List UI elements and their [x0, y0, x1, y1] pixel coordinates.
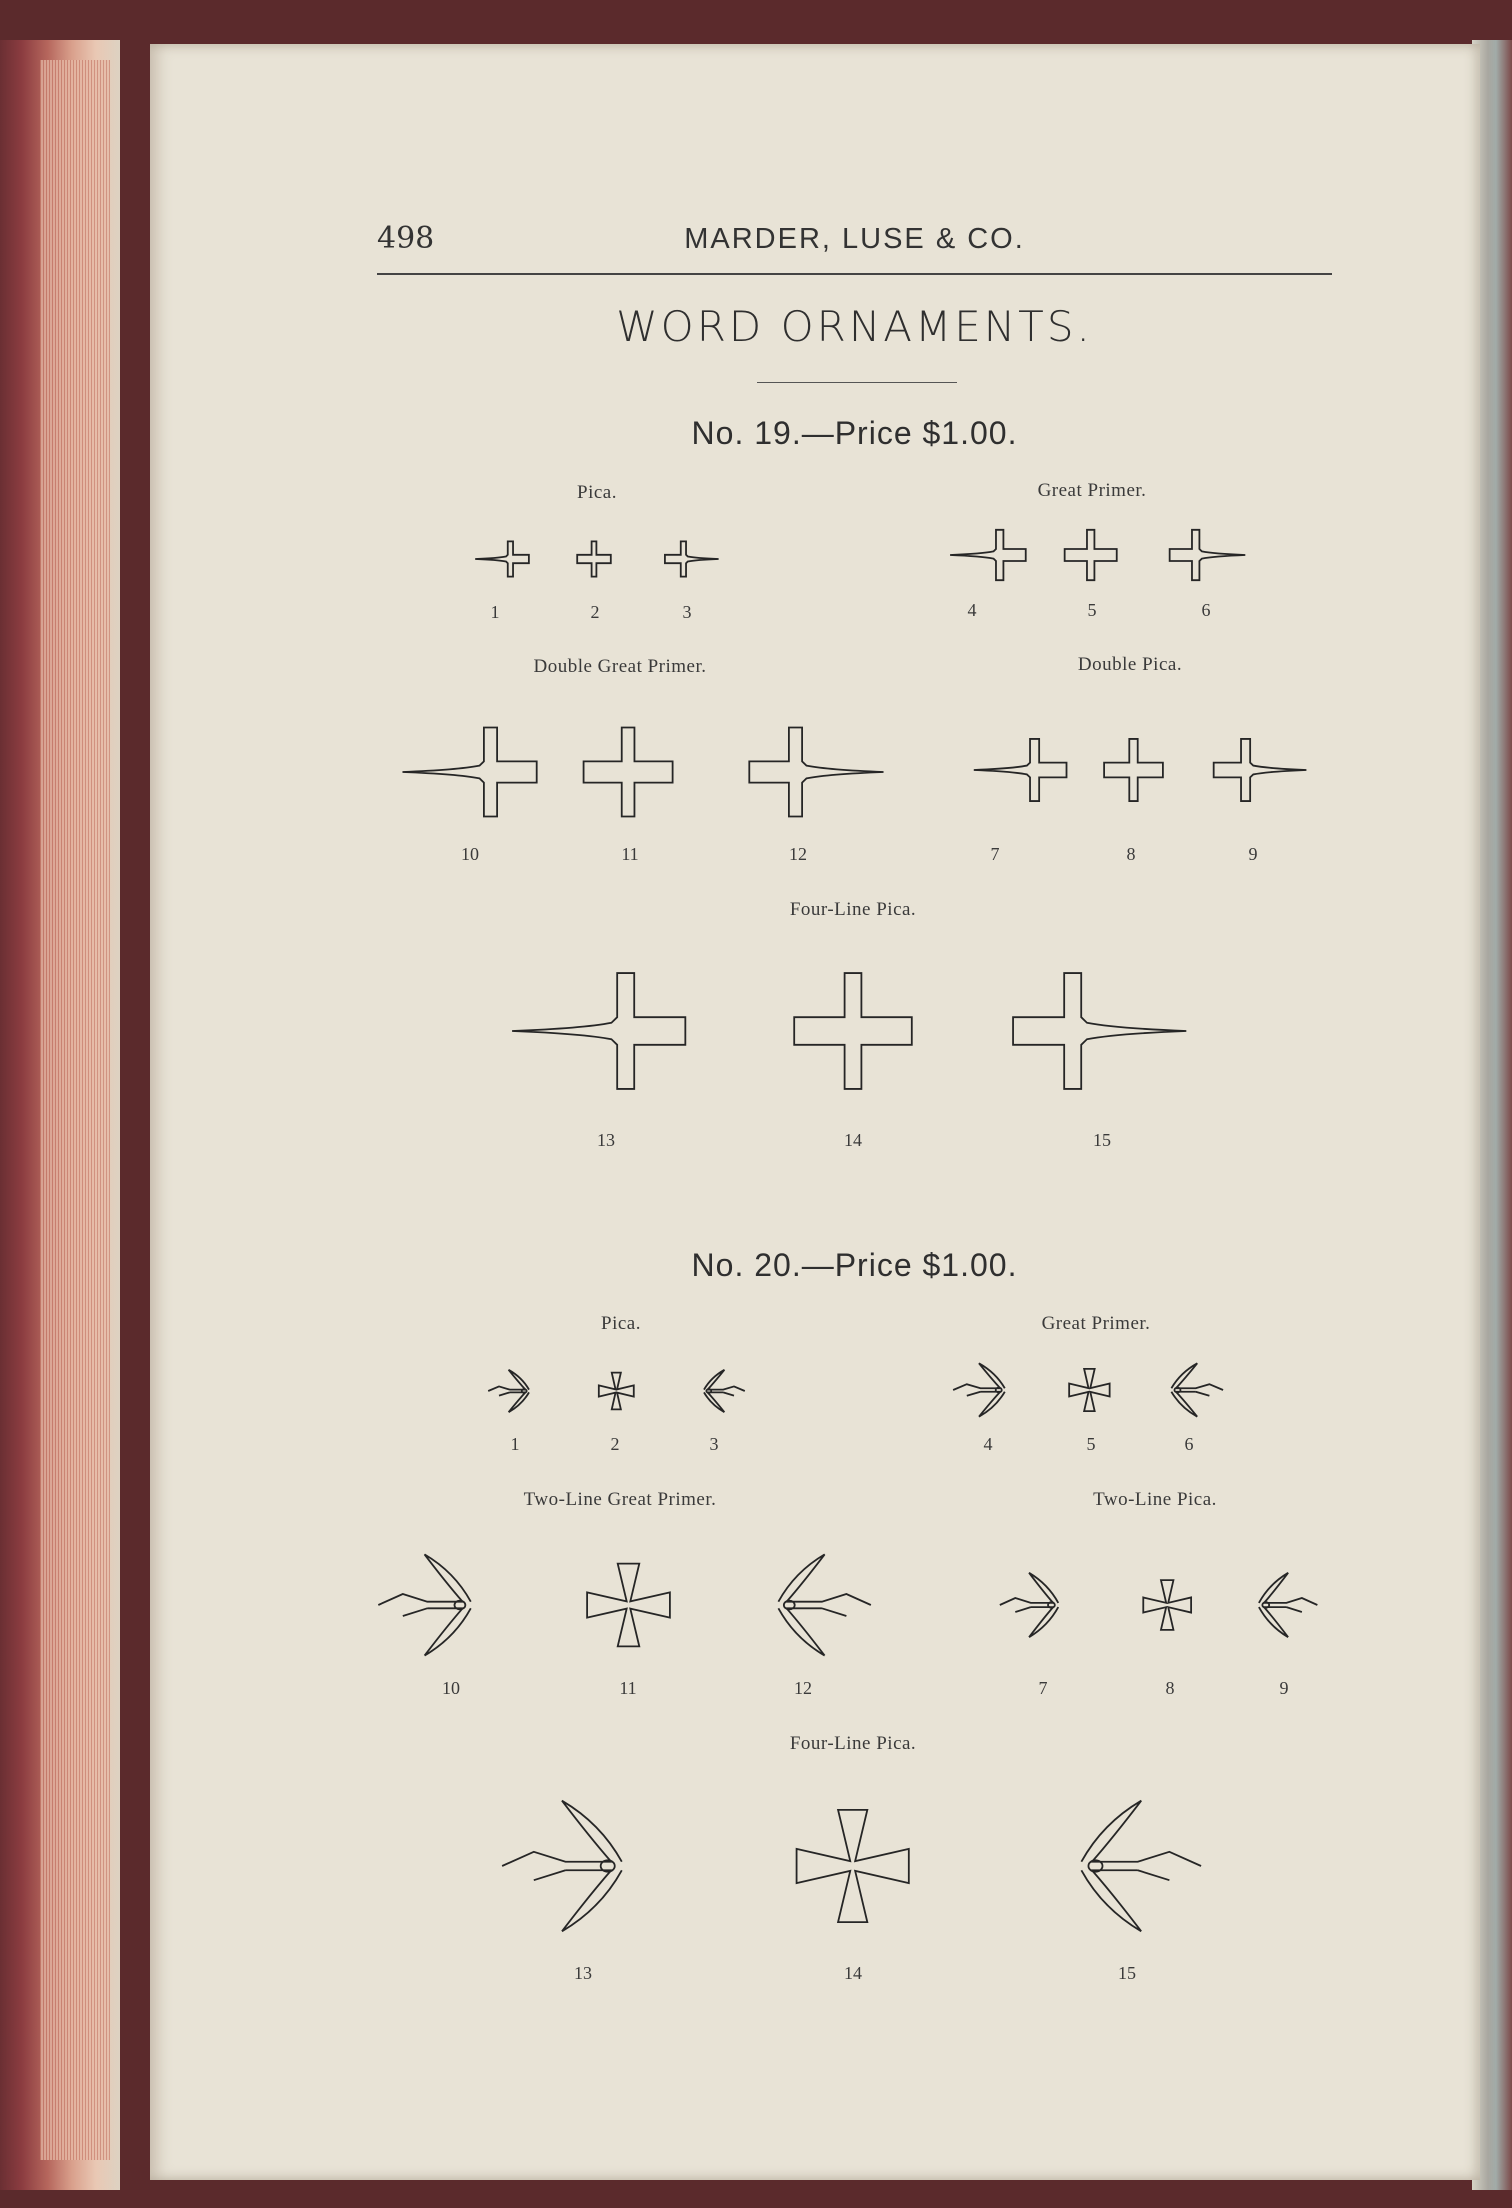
group-label-pica: Pica.: [577, 482, 617, 503]
section-heading-20: No. 20.—Price $1.00.: [691, 1247, 1018, 1283]
ornament-number: 5: [1087, 600, 1097, 620]
cross-left-arrow-icon: [473, 538, 548, 580]
arrow-right-dot-icon: [466, 1368, 568, 1414]
cross-right-arrow-icon: [646, 538, 721, 580]
ornament-number: 5: [1086, 1434, 1096, 1454]
cross-left-arrow-icon: [505, 962, 746, 1100]
ornament-number: 8: [1165, 1678, 1175, 1698]
arrow-right-dot-icon: [328, 1550, 559, 1660]
cross-plain-icon: [560, 538, 628, 580]
ornament-number: 4: [967, 600, 977, 620]
ornament-number: 1: [490, 602, 500, 622]
page-header: [377, 219, 1332, 275]
arrow-right-dot-icon: [925, 1361, 1054, 1419]
group-label-double-pica: Double Pica.: [1077, 654, 1183, 675]
running-head: MARDER, LUSE & CO.: [684, 223, 1025, 255]
ornament-number: 13: [574, 1963, 592, 1983]
ornament-number: 3: [709, 1434, 719, 1454]
ornament-number: 15: [1093, 1130, 1111, 1150]
ornament-number: 2: [590, 602, 600, 622]
cross-right-arrow-icon: [1143, 525, 1248, 585]
ornament-number: 8: [1126, 844, 1136, 864]
arrow-left-dot-icon: [1203, 1570, 1349, 1640]
page-title: WORD ORNAMENTS.: [616, 302, 1093, 351]
arrow-right-dot-icon: [968, 1570, 1114, 1640]
cross-left-arrow-icon: [947, 525, 1052, 585]
ornament-number: 4: [983, 1434, 993, 1454]
group-label-great-primer: Great Primer.: [1041, 1313, 1151, 1334]
ornament-number: 7: [1038, 1678, 1048, 1698]
group-label-double-great-primer: Double Great Primer.: [533, 656, 707, 677]
page-number: 498: [377, 221, 435, 256]
ornament-number: 6: [1201, 600, 1211, 620]
ornament-number: 14: [844, 1963, 862, 1983]
ornament-number: 11: [619, 1678, 637, 1698]
book-edge-left: [0, 40, 120, 2190]
group-label-four-line-pica: Four-Line Pica.: [789, 899, 917, 920]
cross-right-arrow-icon: [952, 962, 1193, 1100]
cross-plain-icon: [538, 719, 718, 825]
cross-plain-icon: [1074, 733, 1193, 807]
maltese-cross-icon: [584, 1371, 649, 1411]
maltese-cross-icon: [1123, 1578, 1211, 1632]
ornament-number: 2: [610, 1434, 620, 1454]
cross-plain-icon: [1038, 525, 1143, 585]
arrow-left-dot-icon: [967, 1795, 1266, 1937]
ornament-number: 9: [1279, 1678, 1289, 1698]
ornament-number: 3: [682, 602, 692, 622]
ornament-number: 6: [1184, 1434, 1194, 1454]
arrow-left-dot-icon: [665, 1368, 767, 1414]
group-label-two-line-great-primer: Two-Line Great Primer.: [523, 1489, 717, 1510]
group-label-pica: Pica.: [601, 1313, 641, 1334]
ornament-number: 12: [789, 844, 807, 864]
ornament-number: 15: [1118, 1963, 1136, 1983]
ornament-number: 10: [461, 844, 479, 864]
arrow-left-dot-icon: [1122, 1361, 1251, 1419]
ornament-number: 13: [597, 1130, 615, 1150]
ornament-number: 11: [621, 844, 639, 864]
cross-right-arrow-icon: [1181, 733, 1310, 807]
maltese-cross-icon: [552, 1560, 705, 1650]
group-label-four-line-pica: Four-Line Pica.: [789, 1733, 917, 1754]
title-rule: [757, 382, 957, 383]
group-label-two-line-pica: Two-Line Pica.: [1093, 1489, 1217, 1510]
arrow-right-dot-icon: [437, 1795, 736, 1937]
arrow-left-dot-icon: [690, 1550, 921, 1660]
ornament-number: 10: [442, 1678, 460, 1698]
cross-plain-icon: [734, 962, 972, 1100]
group-label-great-primer: Great Primer.: [1037, 480, 1147, 501]
ornament-number: 12: [794, 1678, 812, 1698]
ornament-number: 7: [990, 844, 1000, 864]
ornament-number: 14: [844, 1130, 862, 1150]
cross-right-arrow-icon: [702, 719, 889, 825]
section-heading-19: No. 19.—Price $1.00.: [691, 415, 1018, 451]
maltese-cross-icon: [749, 1805, 956, 1927]
ornament-number: 1: [510, 1434, 520, 1454]
ornament-number: 9: [1248, 844, 1258, 864]
maltese-cross-icon: [1052, 1367, 1127, 1413]
